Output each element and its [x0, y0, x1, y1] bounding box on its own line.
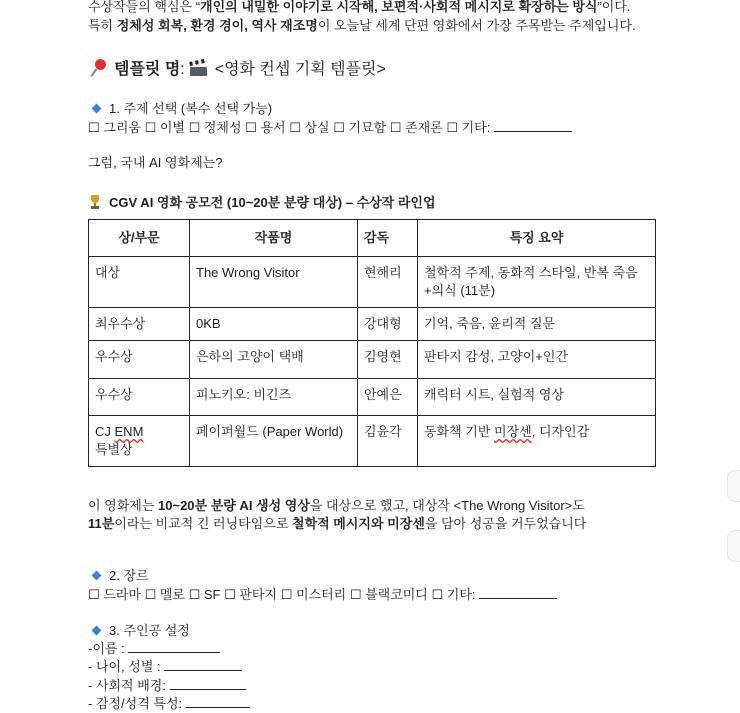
theme-option[interactable]: ☐ 존재론 [389, 120, 443, 135]
genre-heading-text: 2. 장르 [109, 568, 149, 583]
theme-options [88, 119, 572, 137]
theme-other-blank[interactable] [494, 119, 572, 132]
cell-director: 김윤각 [358, 416, 418, 467]
trophy-icon [88, 195, 102, 209]
blue-diamond-icon [92, 571, 102, 581]
para-text: 을 담아 성공을 거두었습니다 [424, 516, 587, 531]
table-header-row [89, 220, 656, 257]
protagonist-field [88, 695, 250, 713]
protagonist-heading-text: 3. 주인공 설정 [109, 623, 190, 638]
field-blank[interactable] [128, 640, 220, 653]
lineup-title [88, 194, 436, 212]
genre-heading [88, 567, 149, 585]
template-title [90, 59, 386, 81]
theme-option[interactable]: ☐ 그리움 [88, 120, 141, 135]
cell-award: 대상 [89, 257, 190, 308]
protagonist-field [88, 677, 246, 695]
template-colon: : [180, 61, 185, 78]
field-blank[interactable] [170, 677, 246, 690]
theme-option[interactable]: ☐ 기타: [446, 120, 491, 135]
intro-bold: 정체성 회복, 환경 경이, 역사 재조명 [116, 18, 318, 33]
summary-text-flagged: 미장센 [494, 424, 532, 439]
cell-director: 안예은 [358, 379, 418, 416]
cell-work: The Wrong Visitor [190, 257, 358, 308]
award-text-flagged: ENM [114, 424, 144, 439]
award-text: 특별상 [95, 442, 133, 457]
genre-option[interactable]: ☐ 기타: [431, 587, 476, 602]
summary-text: , 디자인감 [531, 424, 590, 439]
para-text: 이 영화제는 [88, 498, 159, 513]
protagonist-field [88, 658, 242, 676]
table-row [89, 341, 656, 379]
genre-option[interactable]: ☐ 드라마 [88, 587, 141, 602]
theme-option[interactable]: ☐ 정체성 [188, 120, 242, 135]
field-blank[interactable] [164, 658, 242, 671]
genre-option[interactable]: ☐ 판타지 [224, 587, 278, 602]
field-label: -이름 : [88, 641, 125, 656]
template-label: 템플릿 명 [114, 61, 181, 78]
theme-option[interactable]: ☐ 용서 [245, 120, 286, 135]
para-bold: 11분 [88, 516, 115, 531]
lineup-table [88, 219, 656, 467]
para-bold: 철학적 메시지와 미장센 [292, 516, 425, 531]
cell-summary: 캐릭터 시트, 실험적 영상 [418, 379, 656, 416]
cell-award: 우수상 [89, 379, 190, 416]
clapperboard-icon [190, 62, 207, 76]
genre-options [88, 586, 557, 604]
theme-option[interactable]: ☐ 기묘함 [333, 120, 387, 135]
cell-summary: 철학적 주제, 동화적 스타일, 반복 죽음+의식 (11분) [418, 257, 656, 308]
side-scroll-tab[interactable] [727, 530, 740, 562]
field-label: - 사회적 배경: [88, 678, 166, 693]
template-name: <영화 컨셉 기획 템플릿> [214, 61, 386, 78]
side-scroll-tab[interactable] [727, 470, 740, 502]
pushpin-icon [90, 59, 108, 77]
lineup-title-text: CGV AI 영화 공모전 (10~20분 분량 대상) – 수상작 라인업 [109, 195, 436, 210]
cell-work: 은하의 고양이 택배 [190, 341, 358, 379]
protagonist-field [88, 640, 220, 658]
cell-director: 현해리 [358, 257, 418, 308]
intro-bold: 개인의 내밀한 이야기로 시작해, 보편적·사회적 메시지로 확장하는 방식 [200, 0, 598, 14]
theme-heading-text: 1. 주제 선택 (복수 선택 가능) [109, 101, 273, 116]
cell-award: 최우수상 [89, 308, 190, 341]
cell-summary: 기억, 죽음, 윤리적 질문 [418, 308, 656, 341]
para-text: 이라는 비교적 긴 러닝타임으로 [114, 516, 293, 531]
cell-award: 우수상 [89, 341, 190, 379]
field-label: - 감정/성격 특성: [88, 696, 183, 711]
cell-summary: 판타지 감성, 고양이+인간 [418, 341, 656, 379]
para-bold: 10~20분 분량 AI 생성 영상 [158, 498, 310, 513]
table-row [89, 379, 656, 416]
cell-director: 김영현 [358, 341, 418, 379]
genre-option[interactable]: ☐ 멜로 [144, 587, 185, 602]
intro-text: 특히 [88, 18, 117, 33]
field-label: - 나이, 성별 : [88, 659, 161, 674]
para-line-1 [88, 497, 585, 515]
header-work: 작품명 [190, 220, 358, 257]
intro-text: ”이다. [597, 0, 631, 14]
header-award: 상/부문 [89, 220, 190, 257]
theme-option[interactable]: ☐ 상실 [289, 120, 330, 135]
table-row [89, 416, 656, 467]
field-blank[interactable] [186, 695, 250, 708]
intro-line-1 [88, 0, 631, 16]
award-text: CJ [95, 424, 111, 439]
summary-text: 동화책 기반 [424, 424, 491, 439]
header-summary: 특징 요약 [418, 220, 656, 257]
genre-option[interactable]: ☐ 미스터리 [280, 587, 347, 602]
genre-option[interactable]: ☐ 블랙코미디 [349, 587, 428, 602]
cell-summary [418, 416, 656, 467]
table-row [89, 308, 656, 341]
intro-text: 수상작들의 핵심은 “ [88, 0, 201, 14]
cell-work: 피노키오: 비긴즈 [190, 379, 358, 416]
intro-text: 이 오늘날 세계 단편 영화에서 가장 주목받는 주제입니다. [317, 18, 636, 33]
theme-heading [88, 100, 272, 118]
theme-option[interactable]: ☐ 이별 [144, 120, 185, 135]
genre-option[interactable]: ☐ SF [188, 587, 221, 602]
cell-work: 0KB [190, 308, 358, 341]
intro-line-2 [88, 17, 636, 35]
protagonist-heading [88, 622, 190, 640]
para-text: 을 대상으로 했고, 대상작 <The Wrong Visitor>도 [309, 498, 585, 513]
genre-other-blank[interactable] [479, 586, 557, 599]
table-row [89, 257, 656, 308]
cell-director: 강대형 [358, 308, 418, 341]
para-line-2 [88, 515, 586, 533]
blue-diamond-icon [92, 626, 102, 636]
question: 그럼, 국내 AI 영화제는? [88, 155, 223, 170]
cell-award [89, 416, 190, 467]
cell-work: 페이퍼월드 (Paper World) [190, 416, 358, 467]
blue-diamond-icon [92, 104, 102, 114]
header-director: 감독 [358, 220, 418, 257]
